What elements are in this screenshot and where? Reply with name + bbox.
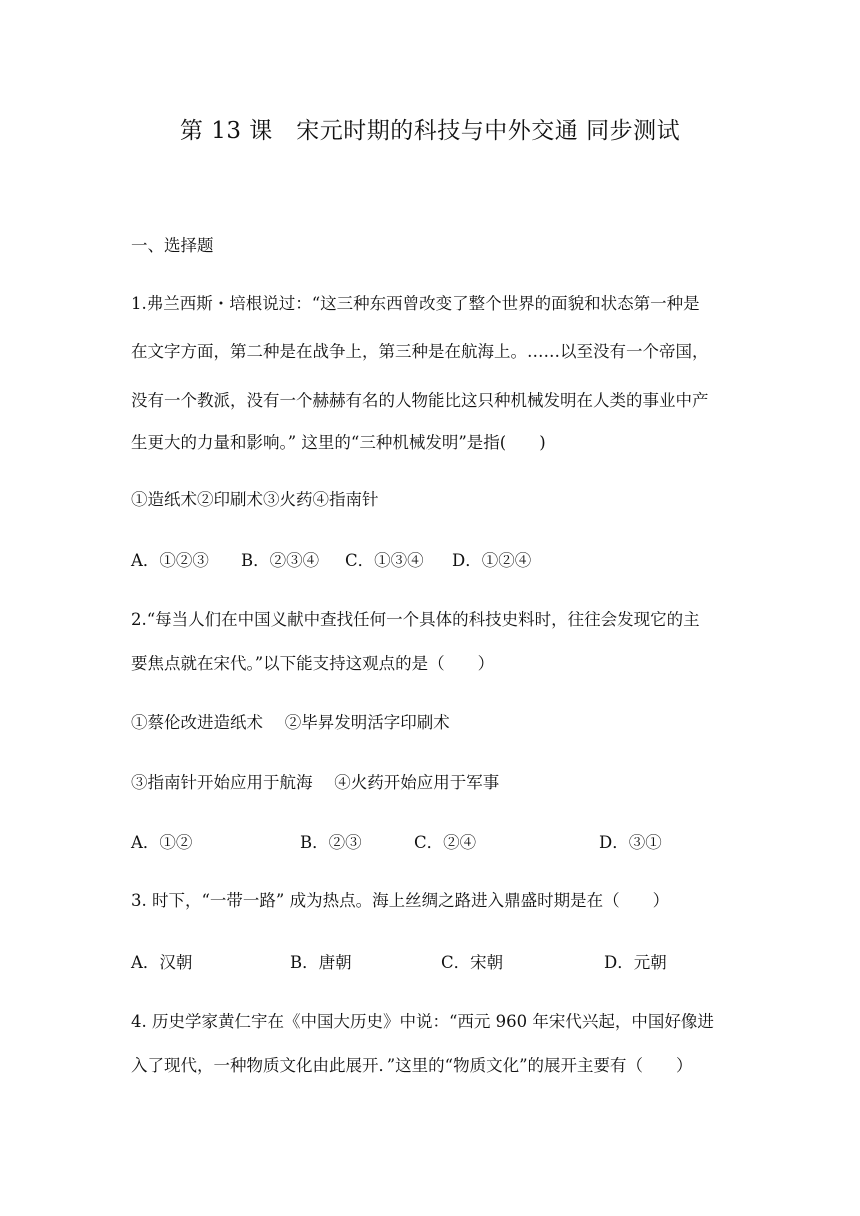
question-1-option-a: A．①②③ xyxy=(131,551,209,570)
question-1-line-3: 没有一个教派，没有一个赫赫有名的人物能比这只种机械发明在人类的事业中产 xyxy=(131,391,709,410)
question-2-items-line-2: ③指南针开始应用于航海 ④火药开始应用于军事 xyxy=(131,773,500,792)
section-heading: 一、选择题 xyxy=(131,236,214,255)
question-3-option-a: A．汉朝 xyxy=(131,953,193,972)
question-3-line-1: 3. 时下，“一带一路” 成为热点。海上丝绸之路进入鼎盛时期是在（ ） xyxy=(131,891,670,910)
question-2-option-d: D．③① xyxy=(599,833,662,852)
question-1-line-2: 在文字方面，第二种是在战争上，第三种是在航海上。……以至没有一个帝国， xyxy=(131,342,709,361)
question-2-items-line-1: ①蔡伦改进造纸术 ②毕昇发明活字印刷术 xyxy=(131,713,450,732)
page-title: 第 13 课 宋元时期的科技与中外交通 同步测试 xyxy=(179,118,681,144)
question-1-option-c: C．①③④ xyxy=(345,551,424,570)
question-1-line-1: 1.弗兰西斯・培根说过：“这三种东西曾改变了整个世界的面貌和状态第一种是 xyxy=(131,294,700,313)
question-1-line-4: 生更大的力量和影响。” 这里的“三种机械发明”是指( ) xyxy=(131,433,546,452)
question-1-option-b: B．②③④ xyxy=(241,551,320,570)
question-2-line-2: 要焦点就在宋代。”以下能支持这观点的是（ ） xyxy=(131,654,495,673)
question-3-option-c: C．宋朝 xyxy=(441,953,504,972)
question-4-line-2: 入了现代，一种物质文化由此展开．”这里的“物质文化”的展开主要有（ ） xyxy=(131,1056,693,1075)
question-4-line-1: 4. 历史学家黄仁宇在《中国大历史》中说：“西元 960 年宋代兴起，中国好像进 xyxy=(131,1012,714,1031)
question-3-option-b: B．唐朝 xyxy=(290,953,352,972)
question-2-option-c: C．②④ xyxy=(414,833,477,852)
question-1-option-d: D．①②④ xyxy=(452,551,532,570)
question-1-items: ①造纸术②印刷术③火药④指南针 xyxy=(131,490,379,509)
question-2-option-b: B．②③ xyxy=(300,833,362,852)
question-3-option-d: D．元朝 xyxy=(604,953,667,972)
question-2-line-1: 2.“每当人们在中国义献中查找任何一个具体的科技史料时，往往会发现它的主 xyxy=(131,610,700,629)
question-2-option-a: A．①② xyxy=(131,833,193,852)
